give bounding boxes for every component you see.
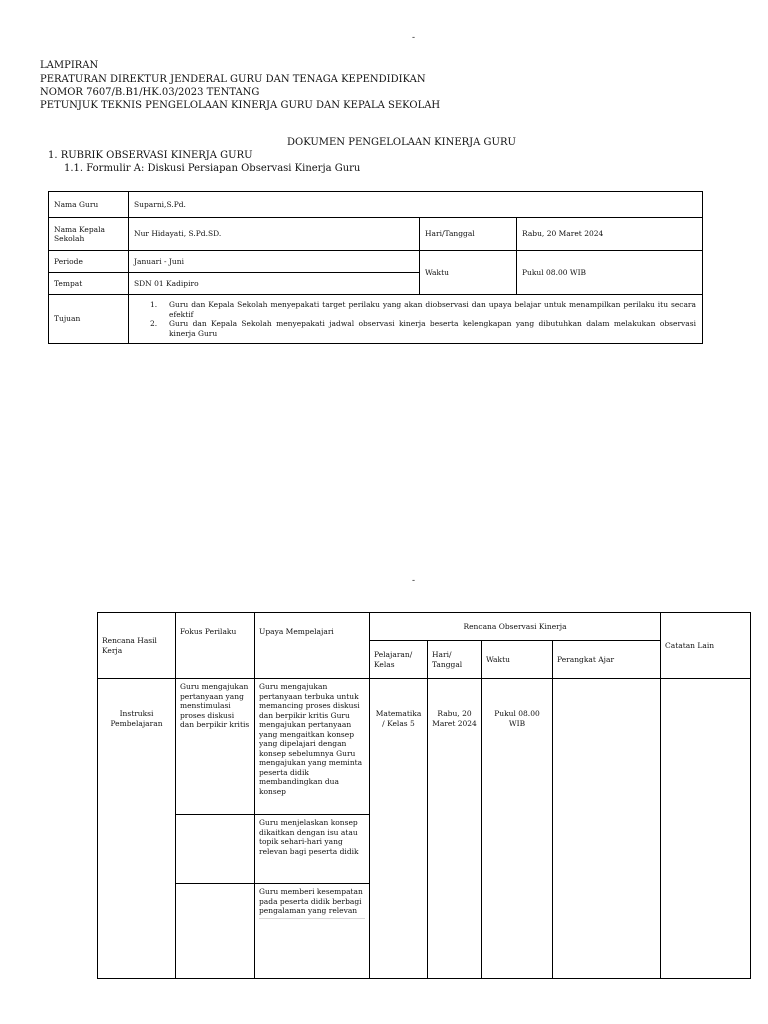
label-tempat: Tempat — [49, 273, 129, 295]
header-lampiran: LAMPIRAN — [40, 60, 99, 71]
row-periode — [49, 251, 703, 273]
header-petunjuk: PETUNJUK TEKNIS PENGELOLAAN KINERJA GURU DAN KEPALA SEKOLAH — [40, 100, 441, 111]
header-catatan-lain: Catatan Lain — [661, 613, 751, 679]
document-title: DOKUMEN PENGELOLAAN KINERJA GURU — [287, 137, 516, 148]
label-tujuan: Tujuan — [49, 295, 129, 344]
header-perangkat-ajar: Perangkat Ajar — [553, 641, 661, 679]
header-rencana-hasil-kerja: Rencana Hasil Kerja — [98, 613, 176, 679]
label-waktu: Waktu — [420, 251, 517, 295]
page-top-dash: - — [412, 33, 416, 43]
value-tempat: SDN 01 Kadipiro — [129, 273, 420, 295]
cell-waktu: Pukul 08.00 WIB — [482, 679, 553, 979]
form-a-table — [48, 191, 703, 344]
value-periode: Januari - Juni — [129, 251, 420, 273]
cell-rencana-hasil-kerja: Instruksi Pembelajaran — [98, 679, 176, 979]
value-waktu: Pukul 08.00 WIB — [517, 251, 703, 295]
header-waktu: Waktu — [482, 641, 553, 679]
tujuan-item-number: 1. — [150, 300, 158, 309]
header-rencana-observasi: Rencana Observasi Kinerja — [370, 613, 661, 641]
header-fokus-perilaku: Fokus Perilaku — [176, 613, 255, 679]
document-header — [40, 59, 440, 112]
cell-fokus-empty — [176, 884, 255, 979]
row-kepala-sekolah — [49, 218, 703, 251]
tujuan-item-text: Guru dan Kepala Sekolah menyepakati target perilaku yang akan diobservasi dan upaya belajar untuk menampilkan perilaku itu secara efektif — [169, 300, 696, 319]
tujuan-item-text: Guru dan Kepala Sekolah menyepakati jadwal observasi kinerja beserta kelengkapan yang dibutuhkan dalam melakukan observasi kinerja Guru — [169, 319, 696, 338]
header-pelajaran-kelas: Pelajaran/ Kelas — [370, 641, 428, 679]
value-hari-tanggal: Rabu, 20 Maret 2024 — [517, 218, 703, 251]
cell-hari-tanggal: Rabu, 20 Maret 2024 — [428, 679, 482, 979]
subsection-heading: 1.1. Formulir A: Diskusi Persiapan Observasi Kinerja Guru — [64, 163, 361, 174]
value-kepala-sekolah: Nur Hidayati, S.Pd.SD. — [129, 218, 420, 251]
cell-upaya-2: Guru menjelaskan konsep dikaitkan dengan isu atau topik sehari-hari yang relevan bagi peserta didik — [255, 815, 370, 884]
plan-data-row — [98, 679, 751, 815]
tujuan-item-number: 2. — [150, 319, 158, 328]
cell-fokus-perilaku: Guru mengajukan pertanyaan yang menstimulasi proses diskusi dan berpikir kritis — [176, 679, 255, 815]
label-periode: Periode — [49, 251, 129, 273]
cell-upaya-1: Guru mengajukan pertanyaan terbuka untuk memancing proses diskusi dan berpikir kritis Guru mengajukan pertanyaan yang mengaitkan konsep yang dipelajari dengan konsep sebelumnya Guru mengajukan yang meminta peserta didik membandingkan dua konsep — [255, 679, 370, 815]
section-heading: 1. RUBRIK OBSERVASI KINERJA GURU — [48, 150, 253, 161]
tujuan-item — [135, 319, 696, 338]
plan-header-row-1 — [98, 613, 751, 641]
tujuan-item — [135, 300, 696, 319]
cell-upaya-3-text: Guru memberi kesempatan pada peserta didik berbagi pengalaman yang relevan — [259, 887, 365, 919]
cell-perangkat-ajar — [553, 679, 661, 979]
observation-plan-table — [97, 612, 751, 979]
label-hari-tanggal: Hari/Tanggal — [420, 218, 517, 251]
page-middle-dash: - — [412, 576, 416, 586]
label-nama-guru: Nama Guru — [49, 192, 129, 218]
cell-pelajaran-kelas: Matematika / Kelas 5 — [370, 679, 428, 979]
cell-catatan-lain — [661, 679, 751, 979]
header-peraturan: PERATURAN DIREKTUR JENDERAL GURU DAN TENAGA KEPENDIDIKAN — [40, 74, 426, 85]
cell-fokus-empty — [176, 815, 255, 884]
value-nama-guru: Suparni,S.Pd. — [129, 192, 703, 218]
label-kepala-sekolah: Nama Kepala Sekolah — [49, 218, 129, 251]
row-nama-guru — [49, 192, 703, 218]
row-tujuan — [49, 295, 703, 344]
cell-upaya-3 — [255, 884, 370, 979]
header-hari-tanggal: Hari/ Tanggal — [428, 641, 482, 679]
value-tujuan — [129, 295, 703, 344]
tujuan-list — [135, 300, 696, 338]
header-nomor: NOMOR 7607/B.B1/HK.03/2023 TENTANG — [40, 87, 260, 98]
header-upaya-mempelajari: Upaya Mempelajari — [255, 613, 370, 679]
